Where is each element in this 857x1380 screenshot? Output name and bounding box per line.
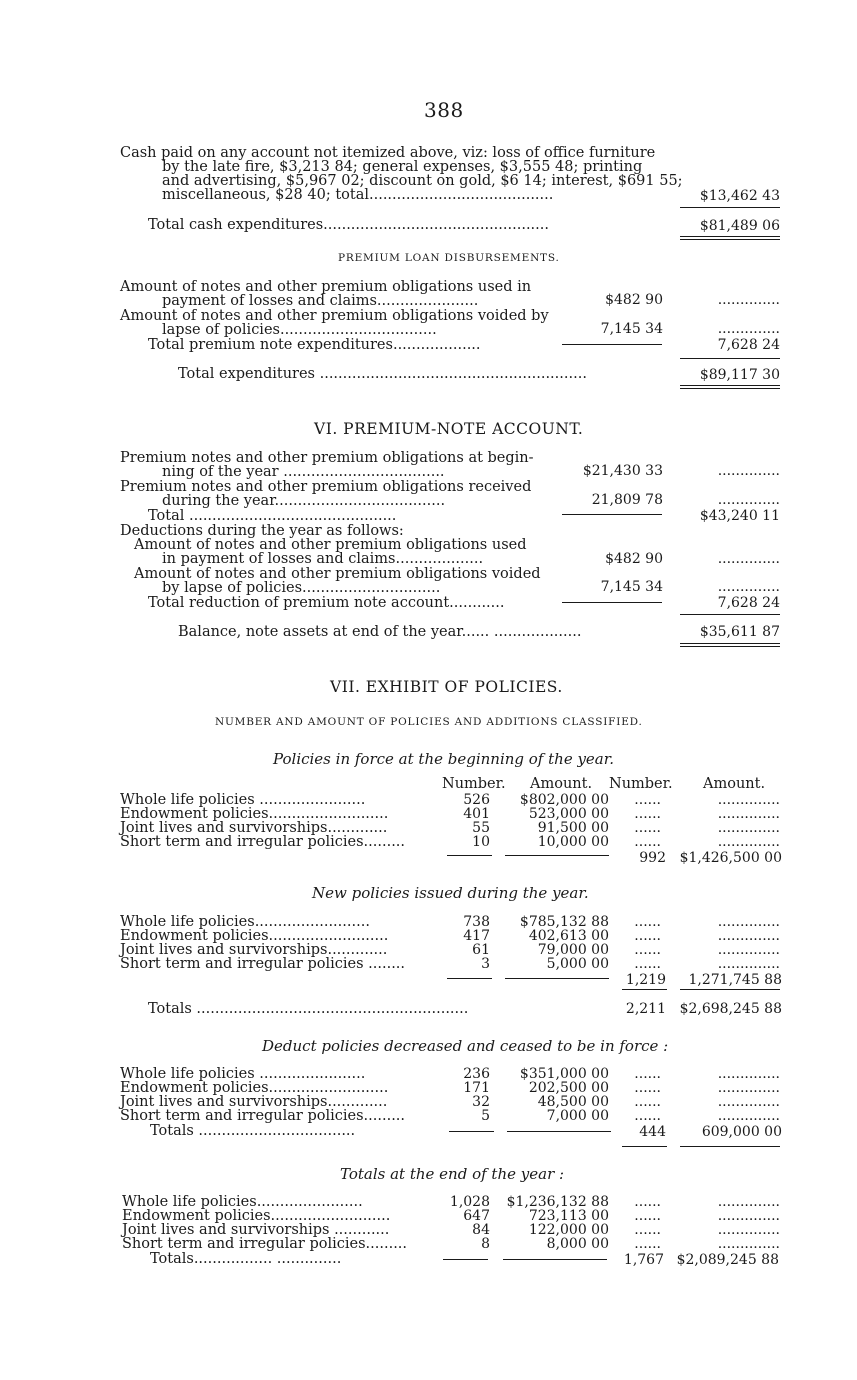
rule (622, 989, 667, 990)
dots: .............. (717, 292, 780, 308)
table-row-amount: 7,000 00 (546, 1108, 609, 1124)
dots: ...... (634, 1208, 661, 1224)
group-4-totals-label: Totals................. .............. (150, 1251, 342, 1267)
table-row-amount: 79,000 00 (537, 942, 609, 958)
dots: .............. (717, 792, 780, 808)
table-row-amount: 402,613 00 (528, 928, 609, 944)
table-row-label: Short term and irregular policies......... (120, 834, 406, 850)
sec6-total-reduction: Total reduction of premium note account............ (148, 595, 505, 611)
table-row-number: 171 (463, 1080, 490, 1096)
table-row-amount: 8,000 00 (546, 1236, 609, 1252)
table-row-number: 526 (463, 792, 490, 808)
dots: ...... (634, 1080, 661, 1096)
table-row-number: 738 (463, 914, 490, 930)
premium-loan-c: Total premium note expenditures................... (148, 337, 481, 353)
table-row-label: Short term and irregular policies......... (120, 1108, 406, 1124)
col-header-number-2: Number. (609, 776, 673, 792)
section-6-title: VI. PREMIUM-NOTE ACCOUNT. (314, 420, 584, 438)
dots: .............. (717, 321, 780, 337)
rule (622, 1146, 667, 1147)
dots: ...... (634, 806, 661, 822)
double-rule (680, 236, 780, 240)
totals-mid-number: 2,211 (625, 1001, 666, 1017)
total-expenditures-value: $89,117 30 (699, 367, 780, 383)
dots: .............. (717, 551, 780, 567)
dots: ...... (634, 834, 661, 850)
group-1-total-amount: $1,426,500 00 (679, 850, 782, 866)
sec6-r2-value: 21,809 78 (591, 492, 663, 508)
table-row-number: 401 (463, 806, 490, 822)
section-7-title: VII. EXHIBIT OF POLICIES. (330, 678, 563, 696)
table-row-label: Whole life policies ....................... (120, 1066, 366, 1082)
premium-loan-b1: Amount of notes and other premium obligations voided by (120, 308, 549, 324)
table-row-amount: 48,500 00 (537, 1094, 609, 1110)
group-1-total-number: 992 (639, 850, 666, 866)
sec6-balance-value: $35,611 87 (699, 624, 780, 640)
totals-mid-label: Totals ........................................................... (148, 1001, 469, 1017)
rule (505, 978, 609, 979)
sec6-d1b: in payment of losses and claims................... (162, 551, 484, 567)
rule (503, 1259, 607, 1260)
table-row-label: Short term and irregular policies......... (122, 1236, 408, 1252)
cash-paid-line-3: and advertising, $5,967 02; discount on gold, $6 14; interest, $691 55; (162, 173, 683, 189)
sec6-balance-label: Balance, note assets at end of the year...... ................... (178, 624, 582, 640)
sec6-d2-value: 7,145 34 (600, 579, 663, 595)
table-row-number: 55 (472, 820, 490, 836)
premium-loan-b2: lapse of policies.................................. (162, 322, 437, 338)
table-row-label: Short term and irregular policies ........ (120, 956, 406, 972)
cash-paid-total: $13,462 43 (699, 188, 780, 204)
dots: .............. (717, 579, 780, 595)
group-2-title: New policies issued during the year. (312, 884, 589, 902)
table-row-label: Joint lives and survivorships ............ (122, 1222, 390, 1238)
premium-loan-c-value: 7,628 24 (717, 337, 780, 353)
dots: ...... (634, 928, 661, 944)
sec6-d2b: by lapse of policies.............................. (162, 580, 441, 596)
total-cash-value: $81,489 06 (699, 218, 780, 234)
table-row-label: Joint lives and survivorships............. (120, 820, 388, 836)
sec6-total-value: $43,240 11 (699, 508, 780, 524)
dots: .............. (717, 928, 780, 944)
dots: .............. (717, 806, 780, 822)
group-1-title: Policies in force at the beginning of the year. (273, 750, 615, 768)
table-row-label: Whole life policies......................... (120, 914, 370, 930)
rule (562, 344, 662, 345)
cash-paid-line-2: by the late fire, $3,213 84; general expenses, $3,555 48; printing (162, 159, 643, 175)
dots: ...... (634, 942, 661, 958)
dots: ...... (634, 820, 661, 836)
table-row-label: Endowment policies.......................... (122, 1208, 391, 1224)
group-3-total-amount: 609,000 00 (701, 1124, 782, 1140)
dots: .............. (717, 1194, 780, 1210)
table-row-amount: $785,132 88 (519, 914, 609, 930)
dots: ...... (634, 1222, 661, 1238)
dots: .............. (717, 914, 780, 930)
rule (447, 978, 492, 979)
sec6-d1-value: $482 90 (605, 551, 663, 567)
premium-loan-a1: Amount of notes and other premium obligations used in (120, 279, 532, 295)
table-row-amount: $1,236,132 88 (506, 1194, 609, 1210)
dots: .............. (717, 492, 780, 508)
dots: ...... (634, 1108, 661, 1124)
table-row-label: Endowment policies.......................... (120, 806, 389, 822)
dots: .............. (717, 1080, 780, 1096)
rule (680, 207, 780, 208)
dots: ...... (634, 1194, 661, 1210)
table-row-amount: 5,000 00 (546, 956, 609, 972)
dots: .............. (717, 1094, 780, 1110)
dots: ...... (634, 1236, 661, 1252)
dots: .............. (717, 942, 780, 958)
group-4-total-number: 1,767 (623, 1252, 664, 1268)
rule (680, 614, 780, 615)
rule (680, 1146, 780, 1147)
double-rule (680, 385, 780, 389)
group-3-total-number: 444 (639, 1124, 666, 1140)
col-header-number-1: Number. (442, 776, 506, 792)
sec6-r1a: Premium notes and other premium obligations at begin- (120, 450, 534, 466)
table-row-number: 1,028 (449, 1194, 490, 1210)
page-number: 388 (424, 98, 464, 122)
rule (507, 1131, 611, 1132)
table-row-number: 647 (463, 1208, 490, 1224)
sec6-d1a: Amount of notes and other premium obligations used (134, 537, 527, 553)
table-row-amount: 723,113 00 (528, 1208, 609, 1224)
rule (449, 1131, 494, 1132)
dots: ...... (634, 1094, 661, 1110)
table-row-label: Endowment policies.......................... (120, 1080, 389, 1096)
table-row-number: 84 (472, 1222, 490, 1238)
dots: .............. (717, 834, 780, 850)
table-row-amount: 523,000 00 (528, 806, 609, 822)
sec6-d2a: Amount of notes and other premium obligations voided (134, 566, 541, 582)
dots: .............. (717, 463, 780, 479)
rule (447, 855, 492, 856)
table-row-label: Joint lives and survivorships............. (120, 942, 388, 958)
table-row-number: 5 (481, 1108, 490, 1124)
double-rule (680, 643, 780, 647)
table-row-amount: $351,000 00 (519, 1066, 609, 1082)
cash-paid-line-4: miscellaneous, $28 40; total........................................ (162, 187, 554, 203)
rule (505, 855, 609, 856)
sec6-r2a: Premium notes and other premium obligations received (120, 479, 532, 495)
table-row-amount: 10,000 00 (537, 834, 609, 850)
sec6-deductions: Deductions during the year as follows: (120, 523, 404, 539)
table-row-label: Endowment policies.......................... (120, 928, 389, 944)
group-2-total-number: 1,219 (625, 972, 666, 988)
total-cash-label: Total cash expenditures................................................. (148, 217, 549, 233)
table-row-label: Whole life policies....................... (122, 1194, 363, 1210)
dots: .............. (717, 1066, 780, 1082)
premium-loan-b-value: 7,145 34 (600, 321, 663, 337)
section-7-subtitle: NUMBER AND AMOUNT OF POLICIES AND ADDITIONS CLASSIFIED. (215, 716, 643, 728)
totals-mid-amount: $2,698,245 88 (679, 1001, 782, 1017)
dots: .............. (717, 1236, 780, 1252)
rule (443, 1259, 488, 1260)
premium-loan-heading: PREMIUM LOAN DISBURSEMENTS. (338, 252, 560, 264)
group-4-total-amount: $2,089,245 88 (676, 1252, 779, 1268)
dots: .............. (717, 820, 780, 836)
cash-paid-line-1: Cash paid on any account not itemized above, viz: loss of office furniture (120, 145, 656, 161)
col-header-amount-1: Amount. (530, 776, 593, 792)
dots: ...... (634, 792, 661, 808)
group-4-title: Totals at the end of the year : (340, 1165, 565, 1183)
table-row-label: Joint lives and survivorships............. (120, 1094, 388, 1110)
sec6-total-label: Total ............................................. (148, 508, 397, 524)
table-row-number: 32 (472, 1094, 490, 1110)
table-row-number: 236 (463, 1066, 490, 1082)
group-3-totals-label: Totals .................................. (150, 1123, 356, 1139)
group-3-title: Deduct policies decreased and ceased to be in force : (262, 1037, 669, 1055)
sec6-r2b: during the year..................................... (162, 493, 446, 509)
dots: .............. (717, 1222, 780, 1238)
table-row-number: 3 (481, 956, 490, 972)
sec6-r1b: ning of the year ................................... (162, 464, 445, 480)
table-row-amount: $802,000 00 (519, 792, 609, 808)
sec6-r1-value: $21,430 33 (582, 463, 663, 479)
total-expenditures-label: Total expenditures .......................................................... (178, 366, 587, 382)
premium-loan-a2: payment of losses and claims...................... (162, 293, 479, 309)
table-row-number: 8 (481, 1236, 490, 1252)
dots: .............. (717, 956, 780, 972)
table-row-amount: 91,500 00 (537, 820, 609, 836)
rule (562, 602, 662, 603)
sec6-total-reduction-value: 7,628 24 (717, 595, 780, 611)
table-row-number: 10 (472, 834, 490, 850)
table-row-amount: 202,500 00 (528, 1080, 609, 1096)
table-row-number: 417 (463, 928, 490, 944)
dots: .............. (717, 1108, 780, 1124)
premium-loan-a-value: $482 90 (605, 292, 663, 308)
col-header-amount-2: Amount. (703, 776, 766, 792)
group-2-total-amount: 1,271,745 88 (688, 972, 782, 988)
dots: .............. (717, 1208, 780, 1224)
rule (562, 514, 662, 515)
table-row-amount: 122,000 00 (528, 1222, 609, 1238)
table-row-number: 61 (472, 942, 490, 958)
rule (680, 989, 780, 990)
dots: ...... (634, 1066, 661, 1082)
dots: ...... (634, 956, 661, 972)
rule (680, 358, 780, 359)
table-row-label: Whole life policies ....................... (120, 792, 366, 808)
dots: ...... (634, 914, 661, 930)
